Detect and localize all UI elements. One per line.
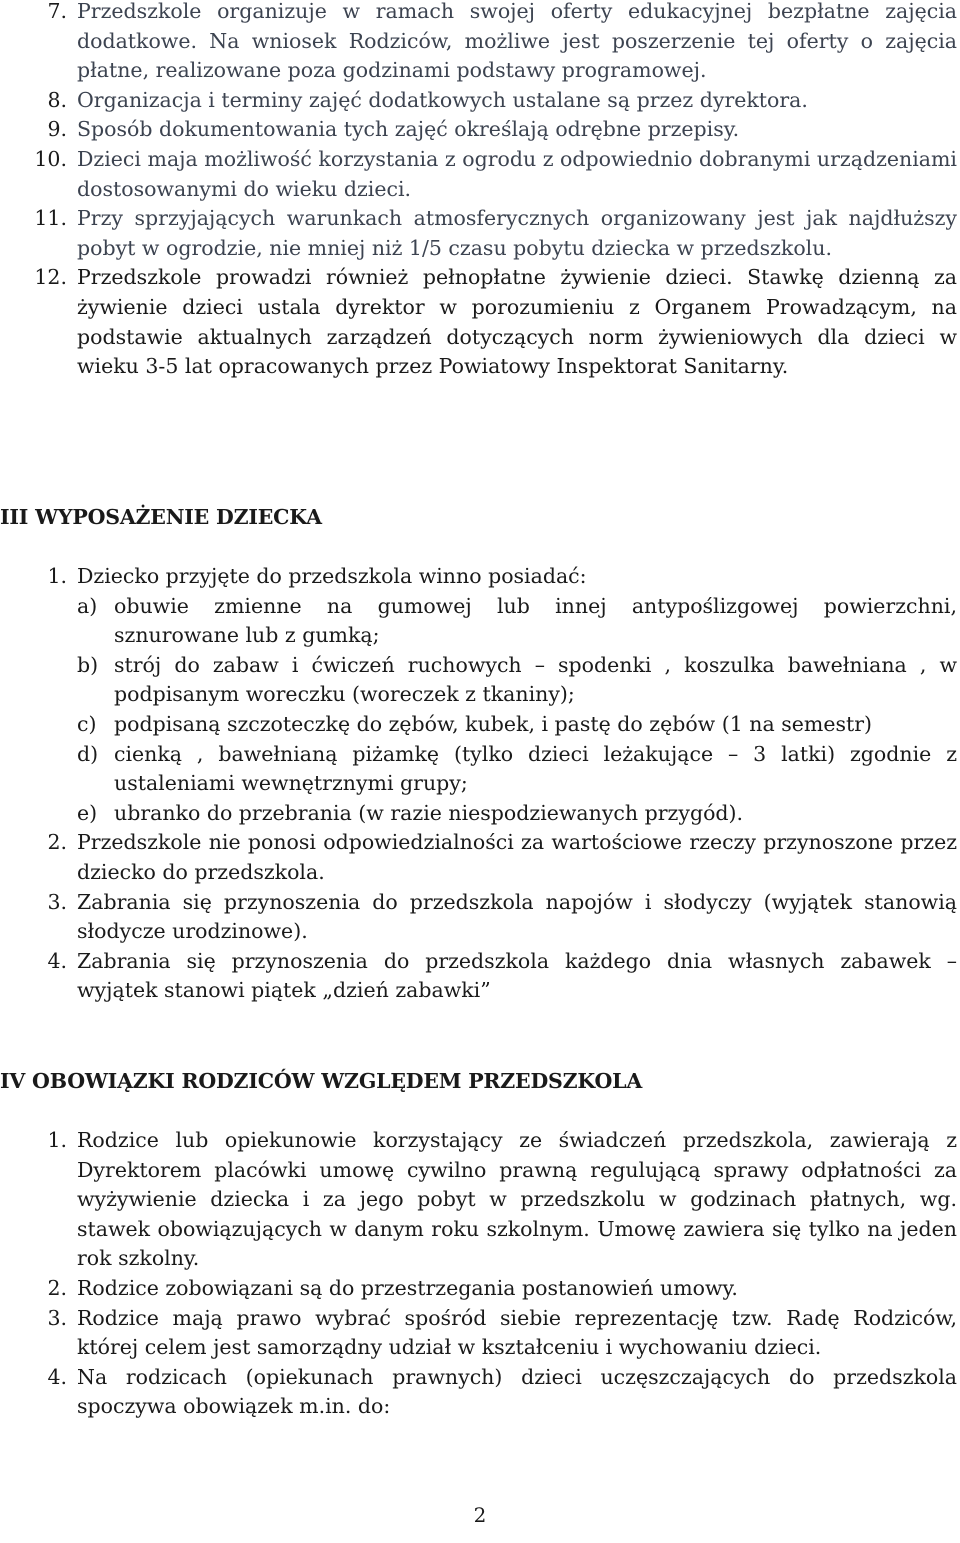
item-number: 1.	[47, 1128, 67, 1152]
section-heading-iv: IV OBOWIĄZKI RODZICÓW WZGLĘDEM PRZEDSZKOLA	[0, 1069, 643, 1093]
item-text: Na rodzicach (opiekunach prawnych) dzieci uczęszczających do przedszkola spoczywa obowiązek m.in. do:	[77, 1364, 957, 1419]
item-number: 3.	[47, 889, 67, 914]
item-text: Sposób dokumentowania tych zajęć określają odrębne przepisy.	[77, 117, 740, 142]
list-item	[0, 1363, 957, 1422]
list-item	[0, 86, 957, 116]
sub-list-item	[77, 592, 957, 651]
item-number: 1.	[47, 564, 67, 588]
sub-item-letter: e)	[77, 800, 98, 825]
sub-item-text: cienką , bawełnianą piżamkę (tylko dzieci leżakujące – 3 latki) zgodnie z ustaleniami wewnętrznymi grupy;	[114, 741, 957, 796]
sub-item-text: strój do zabaw i ćwiczeń ruchowych – spodenki , koszulka bawełniana , w podpisanym woreczku (woreczek z tkaniny);	[114, 652, 957, 707]
sub-list-item	[77, 740, 957, 799]
item-number: 10.	[34, 146, 67, 171]
item-number: 2.	[47, 1275, 67, 1300]
list-item	[0, 1304, 957, 1363]
item-text: Rodzice mają prawo wybrać spośród siebie reprezentację tzw. Radę Rodziców, której celem jest samorządny udział w kształceniu i wychowaniu dzieci.	[77, 1305, 957, 1360]
section-ii-list	[0, 0, 957, 382]
list-item	[0, 562, 957, 592]
sub-item-letter: a)	[77, 593, 98, 618]
item-text: Organizacja i terminy zajęć dodatkowych ustalane są przez dyrektora.	[77, 87, 808, 112]
sub-item-text: ubranko do przebrania (w razie niespodziewanych przygód).	[114, 800, 744, 825]
item-text: Zabrania się przynoszenia do przedszkola każdego dnia własnych zabawek – wyjątek stanowi piątek „dzień zabawki”	[77, 948, 957, 1003]
item-number: 8.	[47, 87, 67, 112]
list-item	[0, 888, 957, 947]
item-text: Zabrania się przynoszenia do przedszkola napojów i słodyczy (wyjątek stanowią słodycze urodzinowe).	[77, 889, 957, 944]
item-number: 11.	[34, 206, 67, 231]
item-number: 4.	[47, 1364, 67, 1389]
list-item	[0, 1274, 957, 1304]
item-number: 7.	[47, 0, 67, 23]
sub-list-item	[77, 651, 957, 710]
item-number: 9.	[47, 117, 67, 142]
item-number: 3.	[47, 1305, 67, 1330]
sub-list-item	[77, 710, 957, 740]
item-text: Dziecko przyjęte do przedszkola winno posiadać:	[77, 564, 587, 588]
section-iv-list	[0, 1126, 957, 1422]
list-item	[0, 263, 957, 381]
item-number: 4.	[47, 948, 67, 973]
list-item	[0, 145, 957, 204]
item-text: Przedszkole nie ponosi odpowiedzialności za wartościowe rzeczy przynoszone przez dziecko do przedszkola.	[77, 830, 957, 884]
list-item	[0, 0, 957, 86]
item-text: Rodzice lub opiekunowie korzystający ze świadczeń przedszkola, zawierają z Dyrektorem placówki umowę cywilno prawną regulującą sprawy odpłatności za wyżywienie dziecka i za jego pobyt w przedszkolu w godzinach płatnych, wg. stawek obowiązujących w danym roku szkolnym. Umowę zawiera się tylko na jeden rok szkolny.	[77, 1128, 957, 1271]
sub-item-letter: d)	[77, 741, 99, 766]
list-item	[0, 947, 957, 1006]
item-text: Przedszkole organizuje w ramach swojej oferty edukacyjnej bezpłatne zajęcia dodatkowe. Na wniosek Rodziców, możliwe jest poszerzenie tej oferty o zajęcia płatne, realizowane poza godzinami podstawy programowej.	[77, 0, 957, 83]
sub-item-text: podpisaną szczoteczkę do zębów, kubek, i pastę do zębów (1 na semestr)	[114, 711, 873, 736]
sub-item-letter: c)	[77, 711, 97, 736]
list-item	[0, 204, 957, 263]
item-number: 2.	[47, 830, 67, 855]
item-number: 12.	[34, 265, 67, 290]
list-item	[0, 828, 957, 887]
item-text: Rodzice zobowiązani są do przestrzegania postanowień umowy.	[77, 1275, 738, 1300]
section-heading-iii: III WYPOSAŻENIE DZIECKA	[0, 505, 322, 529]
sub-item-text: obuwie zmienne na gumowej lub innej antypoślizgowej powierzchni, sznurowane lub z gumką;	[114, 593, 957, 648]
section-iii-list	[0, 562, 957, 1006]
list-item	[0, 1126, 957, 1274]
sub-list-item	[77, 799, 957, 829]
list-item	[0, 115, 957, 145]
item-text: Przy sprzyjających warunkach atmosferycznych organizowany jest jak najdłuższy pobyt w ogrodzie, nie mniej niż 1/5 czasu pobytu dziecka w przedszkolu.	[77, 206, 957, 260]
sub-list	[0, 592, 957, 829]
item-text: Dzieci maja możliwość korzystania z ogrodu z odpowiednio dobranymi urządzeniami dostosowanymi do wieku dzieci.	[77, 146, 957, 201]
sub-item-letter: b)	[77, 652, 99, 677]
item-text: Przedszkole prowadzi również pełnopłatne żywienie dzieci. Stawkę dzienną za żywienie dzieci ustala dyrektor w porozumieniu z Organem Prowadzącym, na podstawie aktualnych zarządzeń dotyczących norm żywieniowych dla dzieci w wieku 3-5 lat opracowanych przez Powiatowy Inspektorat Sanitarny.	[77, 265, 957, 379]
page-number: 2	[473, 1503, 487, 1527]
